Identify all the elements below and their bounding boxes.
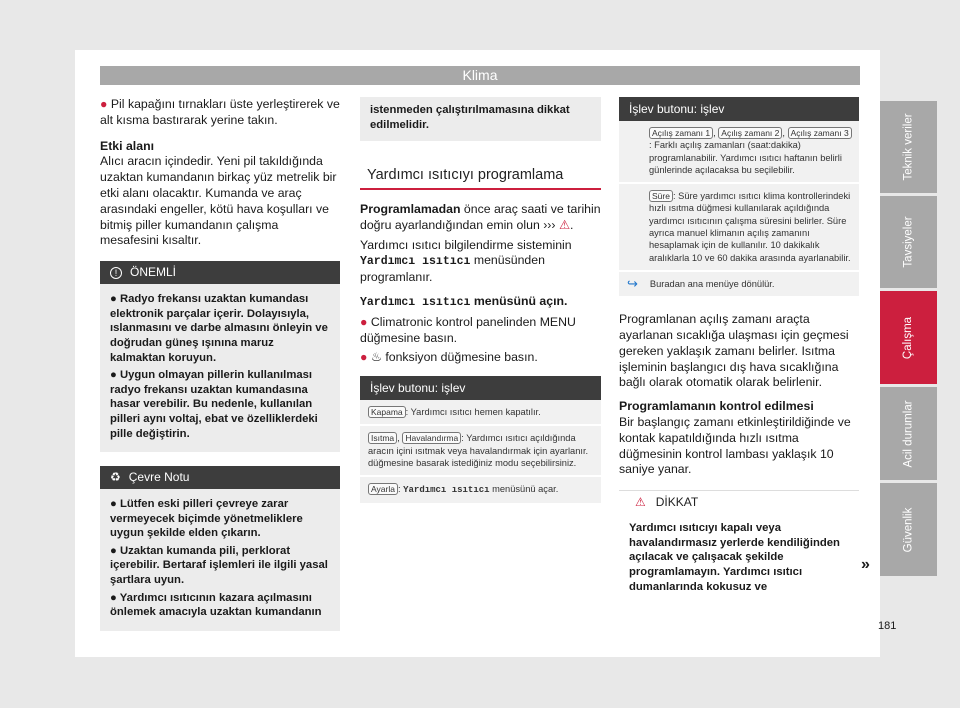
- dikkat-box: [619, 490, 859, 602]
- table-row: Süre : Süre yardımcı ısıtıcı klima kontrollerindeki hızlı ısıtma düğmesi kullanılarak açıldığında yardımcı ısıtıcının çalışma süresini belirler. Süre ayrıca manuel klimanın açılış zamanını hesaplamak için de kullanılır. 10 dakikalık aralıklarla 10 ve 60 dakika arasında ayarlanabilir.: [619, 184, 859, 272]
- table-row: Isıtma , Havalandırma : Yardımcı ısıtıcı açıldığında aracın içini ısıtmak veya havalandırmak için ayarlanır. düğmesine basarak istediğiniz modu seçebilirsiniz.: [360, 426, 601, 477]
- tab-teknik-veriler[interactable]: Teknik veriler: [880, 101, 937, 193]
- cevre-body: [100, 489, 340, 631]
- page-header: Klima: [100, 66, 860, 85]
- tab-calisma[interactable]: Çalışma: [880, 291, 937, 384]
- table-row: ↪ Buradan ana menüye dönülür.: [619, 272, 859, 298]
- section-heading: Programlamanın kontrol edilmesi: [619, 399, 814, 414]
- section-heading: Etki alanı: [100, 138, 154, 153]
- bullet-icon: ●: [360, 314, 368, 329]
- function-table: [619, 97, 859, 298]
- bullet-icon: ●: [360, 350, 368, 365]
- table-header: İşlev butonu: işlev: [619, 97, 859, 121]
- paragraph: Programlanan açılış zamanı araçta ayarlanan sıcaklığa ulaşması için geçmesi gereken yaklaşık zamanı belirler. Isıtma işleminin başlangıcı dış hava sıcaklığına bağlı olarak otomatik olarak belirlenir.: [619, 312, 849, 390]
- list-item: ● Lütfen eski pilleri çevreye zarar vermeyecek biçimde yönetmeliklere uygun şekilde elden çıkarın.: [110, 498, 303, 540]
- table-header: İşlev butonu: işlev: [360, 376, 601, 400]
- step-item: ● Climatronic kontrol panelinden MENU düğmesine basın.: [360, 314, 576, 345]
- list-item: ● Uygun olmayan pillerin kullanılması radyo frekansı uzaktan kumandasına hasar verebilir. Bu nedenle, kullanılan pilleri aynı voltaj, ebat ve özelliklerdeki pille değiştirin.: [110, 369, 318, 440]
- column-middle: [360, 97, 601, 505]
- heater-icon: ♨: [370, 350, 382, 365]
- paragraph: Programlamadan önce araç saati ve tarihin doğru ayarlandığından emin olun ››› ⚠.: [360, 201, 601, 232]
- paragraph: Bir başlangıç zamanı etkinleştirildiğinde ve kontak kapatıldığında hızlı ısıtma düğmesinin kontrol lambası yaklaşık 10 saniye yanar.: [619, 415, 851, 477]
- table-row: Açılış zamanı 1 , Açılış zamanı 2 , Açılış zamanı 3: Farklı açılış zamanları (saat:dakika) programlanabilir. Yardımcı ısıtıcı haftanın belirli günlerinde açılacaksa bu seçilebilir.: [619, 121, 859, 184]
- dikkat-body: Yardımcı ısıtıcıyı kapalı veya havalandırmasız yerlerde kendiliğinden açılacak ve çalışacak şekilde programlamayın. Yardımcı ısıtıcı dumanlarında kokusuz ve: [619, 513, 859, 602]
- intro-paragraph: ● Pil kapağını tırnakları üste yerleştirerek ve alt kısma bastırarak yerine takın.: [100, 97, 340, 127]
- continue-mark: »: [861, 556, 870, 573]
- step-item: ● ♨ fonksiyon düğmesine basın.: [360, 350, 538, 365]
- paragraph: Yardımcı ısıtıcı bilgilendirme sisteminin Yardımcı ısıtıcı menüsünden programlanır.: [360, 237, 572, 285]
- column-left: [100, 97, 340, 631]
- info-icon: !: [110, 267, 122, 279]
- onemli-box: [100, 261, 340, 452]
- table-row: Ayarla : Yardımcı ısıtıcı menüsünü açar.: [360, 477, 601, 504]
- page-number: 181: [878, 620, 897, 632]
- warning-icon: ⚠: [558, 217, 570, 232]
- tab-guvenlik[interactable]: Güvenlik: [880, 483, 937, 576]
- list-item: ● Radyo frekansı uzaktan kumandası elektronik parçalar içerir. Dolayısıyla, ıslanmasını ve darbe almasını önleyin ve doğrudan güneş ışınına maruz kalmaktan koruyun.: [110, 293, 328, 364]
- tab-acil-durumlar[interactable]: Acil durumlar: [880, 387, 937, 480]
- section-title: Yardımcı ısıtıcıyı programlama: [360, 168, 601, 190]
- dikkat-header: ⚠ DİKKAT: [619, 490, 859, 513]
- list-item: ● Uzaktan kumanda pili, perklorat içerebilir. Bertaraf işlemleri ile ilgili yasal şartlara uyun.: [110, 544, 328, 587]
- bullet-icon: ●: [100, 97, 108, 111]
- table-row: Kapama : Yardımcı ısıtıcı hemen kapatılır.: [360, 400, 601, 426]
- cevre-box: [100, 466, 340, 631]
- return-arrow-icon: ↪: [627, 275, 638, 291]
- cevre-header: ♻ Çevre Notu: [100, 466, 340, 489]
- list-item: ● Yardımcı ısıtıcının kazara açılmasını önlemek amacıyla uzaktan kumandanın: [110, 591, 322, 619]
- section-text: Alıcı aracın içindedir. Yeni pil takıldığında uzaktan kumandanın birkaç yüz metrelik bir etki alanı olacaktır. Kumanda ve araç arasındaki engeller, kötü hava koşulları ve bitmiş piller kumandanın çalışma mesafesini kısaltır.: [100, 154, 337, 248]
- warning-continuation: istenmeden çalıştırılmamasına dikkat edilmelidir.: [360, 97, 601, 141]
- column-right: [619, 97, 859, 602]
- onemli-body: [100, 284, 340, 452]
- recycle-icon: ♻: [110, 470, 121, 485]
- onemli-header: ! ÖNEMLİ: [100, 261, 340, 284]
- step-heading: Yardımcı ısıtıcı menüsünü açın.: [360, 293, 568, 309]
- tab-tavsiyeler[interactable]: Tavsiyeler: [880, 196, 937, 288]
- warning-icon: ⚠: [635, 495, 646, 510]
